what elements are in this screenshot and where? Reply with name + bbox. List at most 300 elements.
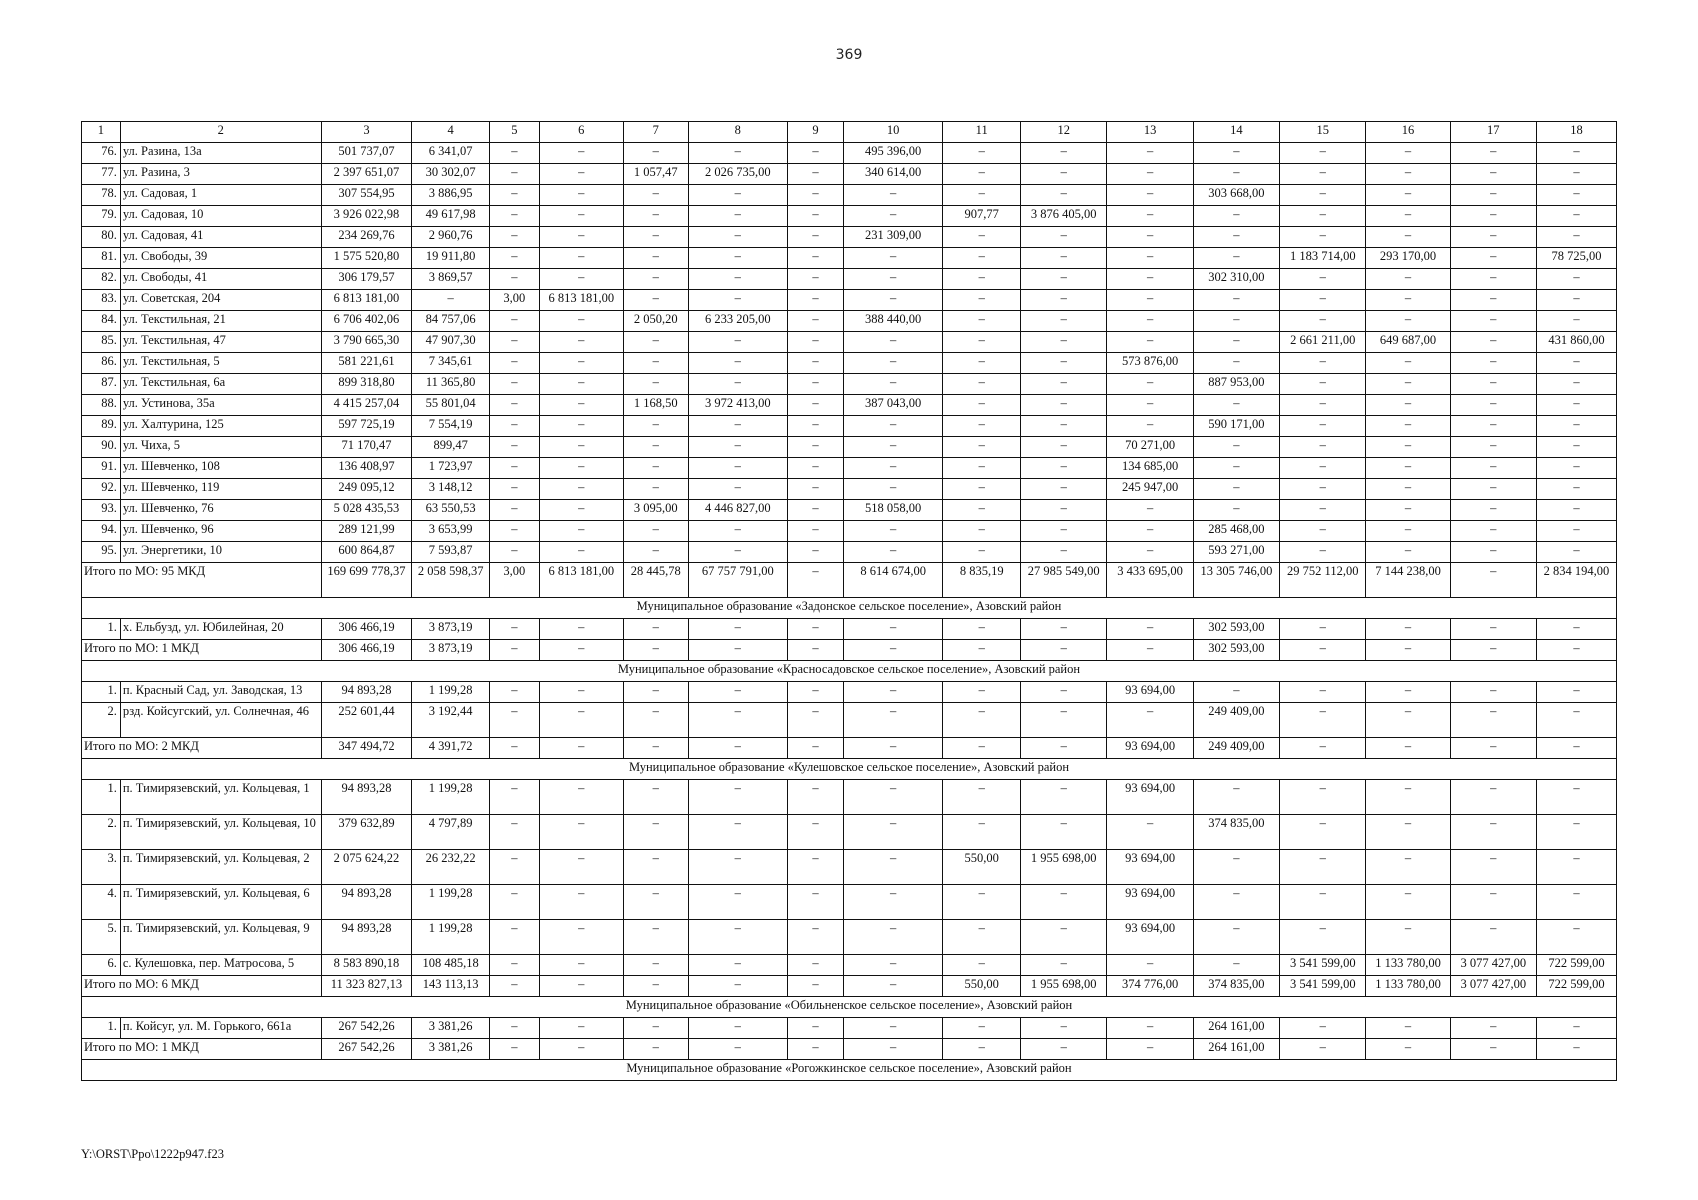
value-cell: – [688, 738, 787, 759]
data-table [81, 121, 1617, 1081]
column-header: 5 [490, 122, 540, 143]
value-cell: 3 077 427,00 [1450, 976, 1536, 997]
row-number: 78. [82, 185, 121, 206]
value-cell: 6 813 181,00 [321, 290, 412, 311]
value-cell: – [1193, 164, 1279, 185]
value-cell: – [1107, 521, 1193, 542]
value-cell: – [539, 479, 623, 500]
value-cell: 907,77 [943, 206, 1021, 227]
value-cell: – [1193, 143, 1279, 164]
value-cell: – [1450, 542, 1536, 563]
footer-file-path: Y:\ORST\Ppo\1222p947.f23 [81, 1147, 224, 1161]
value-cell: – [844, 248, 943, 269]
value-cell: – [1280, 458, 1366, 479]
value-cell: – [787, 885, 843, 920]
row-number: 79. [82, 206, 121, 227]
value-cell: – [1280, 920, 1366, 955]
value-cell: – [1021, 619, 1107, 640]
value-cell: – [787, 780, 843, 815]
table-row [82, 164, 1617, 185]
value-cell: – [1193, 682, 1279, 703]
value-cell: – [1193, 311, 1279, 332]
value-cell: – [1450, 815, 1536, 850]
value-cell: – [539, 269, 623, 290]
value-cell: – [539, 682, 623, 703]
value-cell: 306 466,19 [321, 619, 412, 640]
value-cell: – [490, 521, 540, 542]
row-number: 89. [82, 416, 121, 437]
value-cell: 3,00 [490, 563, 540, 598]
value-cell: – [844, 185, 943, 206]
value-cell: – [539, 703, 623, 738]
value-cell: – [1536, 227, 1616, 248]
value-cell: 374 835,00 [1193, 976, 1279, 997]
table-row [82, 542, 1617, 563]
value-cell: – [1107, 640, 1193, 661]
value-cell: 143 113,13 [412, 976, 490, 997]
value-cell: – [623, 206, 688, 227]
value-cell: – [1107, 500, 1193, 521]
value-cell: – [844, 738, 943, 759]
value-cell: – [787, 542, 843, 563]
value-cell: 307 554,95 [321, 185, 412, 206]
value-cell: – [490, 738, 540, 759]
value-cell: – [623, 640, 688, 661]
column-header: 11 [943, 122, 1021, 143]
value-cell: – [490, 332, 540, 353]
value-cell: – [787, 955, 843, 976]
value-cell: 431 860,00 [1536, 332, 1616, 353]
value-cell: 887 953,00 [1193, 374, 1279, 395]
value-cell: – [1021, 703, 1107, 738]
value-cell: 231 309,00 [844, 227, 943, 248]
row-address: п. Красный Сад, ул. Заводская, 13 [120, 682, 321, 703]
value-cell: 302 593,00 [1193, 640, 1279, 661]
value-cell: 134 685,00 [1107, 458, 1193, 479]
value-cell: 1 199,28 [412, 885, 490, 920]
value-cell: – [943, 885, 1021, 920]
value-cell: 573 876,00 [1107, 353, 1193, 374]
value-cell: – [844, 479, 943, 500]
value-cell: – [623, 850, 688, 885]
value-cell: – [1450, 185, 1536, 206]
value-cell: 1 199,28 [412, 682, 490, 703]
value-cell: – [943, 955, 1021, 976]
value-cell: – [787, 185, 843, 206]
value-cell: – [1107, 955, 1193, 976]
value-cell: – [623, 619, 688, 640]
value-cell: – [539, 248, 623, 269]
value-cell: – [1536, 521, 1616, 542]
value-cell: – [1193, 395, 1279, 416]
value-cell: – [1021, 521, 1107, 542]
value-cell: – [1366, 353, 1450, 374]
value-cell: – [1450, 374, 1536, 395]
row-number: 81. [82, 248, 121, 269]
value-cell: 70 271,00 [1107, 437, 1193, 458]
value-cell: – [787, 206, 843, 227]
value-cell: – [844, 780, 943, 815]
value-cell: – [688, 248, 787, 269]
value-cell: – [688, 143, 787, 164]
value-cell: – [844, 815, 943, 850]
value-cell: – [1536, 143, 1616, 164]
value-cell: – [1280, 1018, 1366, 1039]
value-cell: – [623, 374, 688, 395]
row-number: 6. [82, 955, 121, 976]
value-cell: – [539, 885, 623, 920]
value-cell: – [787, 1039, 843, 1060]
table-row [82, 500, 1617, 521]
total-label: Итого по МО: 95 МКД [82, 563, 322, 598]
value-cell: – [1107, 311, 1193, 332]
value-cell: 379 632,89 [321, 815, 412, 850]
value-cell: – [539, 850, 623, 885]
value-cell: – [844, 353, 943, 374]
value-cell: – [943, 640, 1021, 661]
value-cell: – [539, 437, 623, 458]
value-cell: – [1021, 332, 1107, 353]
value-cell: – [1193, 227, 1279, 248]
value-cell: – [844, 437, 943, 458]
section-title: Муниципальное образование «Кулешовское сельское поселение», Азовский район [82, 759, 1617, 780]
value-cell: 3,00 [490, 290, 540, 311]
table-row [82, 815, 1617, 850]
value-cell: – [490, 143, 540, 164]
value-cell: – [539, 185, 623, 206]
value-cell: – [1536, 458, 1616, 479]
value-cell: 1 955 698,00 [1021, 850, 1107, 885]
row-address: п. Тимирязевский, ул. Кольцевая, 1 [120, 780, 321, 815]
value-cell: 593 271,00 [1193, 542, 1279, 563]
value-cell: 2 058 598,37 [412, 563, 490, 598]
value-cell: – [539, 311, 623, 332]
total-row [82, 738, 1617, 759]
value-cell: – [844, 703, 943, 738]
row-address: п. Тимирязевский, ул. Кольцевая, 9 [120, 920, 321, 955]
value-cell: – [623, 332, 688, 353]
value-cell: – [688, 416, 787, 437]
value-cell: – [1107, 185, 1193, 206]
value-cell: – [688, 206, 787, 227]
value-cell: – [1366, 479, 1450, 500]
value-cell: – [1366, 458, 1450, 479]
row-address: ул. Текстильная, 21 [120, 311, 321, 332]
value-cell: – [490, 703, 540, 738]
value-cell: – [1193, 458, 1279, 479]
value-cell: 374 776,00 [1107, 976, 1193, 997]
value-cell: – [787, 374, 843, 395]
row-address: ул. Садовая, 1 [120, 185, 321, 206]
value-cell: 3 381,26 [412, 1018, 490, 1039]
value-cell: 3 876 405,00 [1021, 206, 1107, 227]
value-cell: 47 907,30 [412, 332, 490, 353]
value-cell: 93 694,00 [1107, 885, 1193, 920]
value-cell: – [943, 374, 1021, 395]
value-cell: 264 161,00 [1193, 1039, 1279, 1060]
value-cell: – [1280, 521, 1366, 542]
value-cell: – [1107, 227, 1193, 248]
value-cell: 899 318,80 [321, 374, 412, 395]
value-cell: – [943, 311, 1021, 332]
value-cell: – [1107, 332, 1193, 353]
value-cell: – [943, 500, 1021, 521]
row-address: х. Ельбузд, ул. Юбилейная, 20 [120, 619, 321, 640]
value-cell: – [1280, 815, 1366, 850]
row-number: 88. [82, 395, 121, 416]
value-cell: 1 057,47 [623, 164, 688, 185]
row-address: ул. Шевченко, 108 [120, 458, 321, 479]
value-cell: – [1021, 395, 1107, 416]
value-cell: – [490, 500, 540, 521]
value-cell: – [787, 227, 843, 248]
value-cell: 899,47 [412, 437, 490, 458]
value-cell: 3 541 599,00 [1280, 955, 1366, 976]
column-header: 1 [82, 122, 121, 143]
value-cell: – [1107, 416, 1193, 437]
row-address: п. Тимирязевский, ул. Кольцевая, 6 [120, 885, 321, 920]
value-cell: 3 541 599,00 [1280, 976, 1366, 997]
value-cell: 29 752 112,00 [1280, 563, 1366, 598]
value-cell: – [1366, 1039, 1450, 1060]
value-cell: – [539, 143, 623, 164]
table-row [82, 885, 1617, 920]
table-row [82, 780, 1617, 815]
value-cell: 347 494,72 [321, 738, 412, 759]
value-cell: – [943, 619, 1021, 640]
row-address: ул. Садовая, 10 [120, 206, 321, 227]
value-cell: 4 391,72 [412, 738, 490, 759]
value-cell: – [688, 920, 787, 955]
value-cell: – [787, 521, 843, 542]
value-cell: – [1280, 703, 1366, 738]
value-cell: – [1536, 353, 1616, 374]
value-cell: – [688, 458, 787, 479]
value-cell: – [943, 682, 1021, 703]
row-number: 82. [82, 269, 121, 290]
value-cell: – [1107, 1018, 1193, 1039]
value-cell: – [1536, 437, 1616, 458]
value-cell: – [844, 920, 943, 955]
value-cell: – [787, 437, 843, 458]
table-row [82, 437, 1617, 458]
value-cell: – [1107, 374, 1193, 395]
value-cell: – [1366, 1018, 1450, 1039]
value-cell: – [787, 920, 843, 955]
table-row [82, 682, 1617, 703]
value-cell: 245 947,00 [1107, 479, 1193, 500]
value-cell: 8 835,19 [943, 563, 1021, 598]
value-cell: – [1366, 227, 1450, 248]
value-cell: – [1366, 703, 1450, 738]
value-cell: – [1193, 920, 1279, 955]
value-cell: 6 813 181,00 [539, 563, 623, 598]
value-cell: 1 199,28 [412, 920, 490, 955]
value-cell: – [943, 227, 1021, 248]
value-cell: – [1366, 619, 1450, 640]
value-cell: – [787, 248, 843, 269]
value-cell: – [787, 850, 843, 885]
value-cell: – [943, 164, 1021, 185]
value-cell: – [688, 850, 787, 885]
value-cell: – [688, 479, 787, 500]
value-cell: – [1280, 780, 1366, 815]
section-heading-row [82, 759, 1617, 780]
value-cell: 94 893,28 [321, 885, 412, 920]
value-cell: – [1280, 269, 1366, 290]
value-cell: 3 192,44 [412, 703, 490, 738]
value-cell: 6 233 205,00 [688, 311, 787, 332]
value-cell: – [1107, 248, 1193, 269]
value-cell: – [1021, 290, 1107, 311]
value-cell: 249 095,12 [321, 479, 412, 500]
value-cell: – [688, 185, 787, 206]
row-address: ул. Свободы, 39 [120, 248, 321, 269]
value-cell: – [623, 682, 688, 703]
value-cell: – [490, 815, 540, 850]
value-cell: 26 232,22 [412, 850, 490, 885]
column-header: 2 [120, 122, 321, 143]
value-cell: – [1536, 269, 1616, 290]
row-number: 90. [82, 437, 121, 458]
value-cell: – [1366, 185, 1450, 206]
value-cell: – [1366, 640, 1450, 661]
value-cell: – [490, 955, 540, 976]
value-cell: – [490, 1018, 540, 1039]
value-cell: 94 893,28 [321, 780, 412, 815]
value-cell: – [1366, 290, 1450, 311]
row-number: 2. [82, 815, 121, 850]
table-row [82, 955, 1617, 976]
table-row [82, 248, 1617, 269]
section-heading-row [82, 997, 1617, 1018]
row-number: 91. [82, 458, 121, 479]
value-cell: – [787, 143, 843, 164]
value-cell: – [688, 437, 787, 458]
value-cell: – [490, 458, 540, 479]
value-cell: 590 171,00 [1193, 416, 1279, 437]
value-cell: – [1536, 850, 1616, 885]
value-cell: 1 183 714,00 [1280, 248, 1366, 269]
value-cell: – [1021, 458, 1107, 479]
value-cell: – [943, 542, 1021, 563]
row-number: 94. [82, 521, 121, 542]
value-cell: – [1366, 206, 1450, 227]
value-cell: – [1536, 542, 1616, 563]
value-cell: – [623, 353, 688, 374]
value-cell: – [490, 164, 540, 185]
row-address: ул. Шевченко, 119 [120, 479, 321, 500]
value-cell: – [1450, 500, 1536, 521]
value-cell: – [844, 850, 943, 885]
value-cell: – [623, 437, 688, 458]
value-cell: – [623, 458, 688, 479]
value-cell: – [1021, 248, 1107, 269]
value-cell: – [1280, 619, 1366, 640]
value-cell: – [787, 738, 843, 759]
value-cell: – [1280, 500, 1366, 521]
value-cell: – [1450, 437, 1536, 458]
value-cell: – [1193, 290, 1279, 311]
value-cell: – [1536, 703, 1616, 738]
value-cell: 3 095,00 [623, 500, 688, 521]
value-cell: 3 873,19 [412, 640, 490, 661]
table-row [82, 143, 1617, 164]
row-number: 1. [82, 1018, 121, 1039]
value-cell: – [1193, 206, 1279, 227]
value-cell: 1 168,50 [623, 395, 688, 416]
value-cell: – [844, 955, 943, 976]
value-cell: – [1366, 542, 1450, 563]
value-cell: – [1193, 500, 1279, 521]
value-cell: – [844, 416, 943, 437]
value-cell: – [1536, 311, 1616, 332]
value-cell: – [1450, 143, 1536, 164]
value-cell: – [943, 1018, 1021, 1039]
value-cell: 2 397 651,07 [321, 164, 412, 185]
value-cell: – [490, 976, 540, 997]
value-cell: – [1021, 815, 1107, 850]
table-row [82, 332, 1617, 353]
value-cell: – [1450, 563, 1536, 598]
table-body [82, 122, 1617, 1081]
value-cell: – [1366, 850, 1450, 885]
value-cell: – [623, 780, 688, 815]
table-row [82, 458, 1617, 479]
table-row [82, 206, 1617, 227]
value-cell: 6 341,07 [412, 143, 490, 164]
row-number: 1. [82, 780, 121, 815]
value-cell: – [1107, 542, 1193, 563]
row-number: 85. [82, 332, 121, 353]
value-cell: – [539, 353, 623, 374]
value-cell: – [1536, 206, 1616, 227]
value-cell: – [1021, 500, 1107, 521]
value-cell: – [623, 815, 688, 850]
table-row [82, 269, 1617, 290]
value-cell: – [1280, 227, 1366, 248]
value-cell: – [1366, 815, 1450, 850]
value-cell: – [787, 682, 843, 703]
row-number: 86. [82, 353, 121, 374]
value-cell: – [1536, 1039, 1616, 1060]
value-cell: 1 133 780,00 [1366, 955, 1450, 976]
total-row [82, 640, 1617, 661]
value-cell: – [1021, 437, 1107, 458]
value-cell: 71 170,47 [321, 437, 412, 458]
value-cell: 285 468,00 [1193, 521, 1279, 542]
value-cell: – [844, 374, 943, 395]
total-label: Итого по МО: 6 МКД [82, 976, 322, 997]
value-cell: 2 661 211,00 [1280, 332, 1366, 353]
value-cell: – [1366, 143, 1450, 164]
value-cell: 1 723,97 [412, 458, 490, 479]
value-cell: 303 668,00 [1193, 185, 1279, 206]
row-number: 83. [82, 290, 121, 311]
value-cell: – [1021, 269, 1107, 290]
row-number: 84. [82, 311, 121, 332]
table-row [82, 311, 1617, 332]
value-cell: 27 985 549,00 [1021, 563, 1107, 598]
value-cell: 2 026 735,00 [688, 164, 787, 185]
value-cell: 13 305 746,00 [1193, 563, 1279, 598]
value-cell: – [1450, 1018, 1536, 1039]
value-cell: – [1536, 185, 1616, 206]
value-cell: – [1193, 437, 1279, 458]
value-cell: – [1021, 955, 1107, 976]
value-cell: – [1193, 955, 1279, 976]
value-cell: – [943, 458, 1021, 479]
